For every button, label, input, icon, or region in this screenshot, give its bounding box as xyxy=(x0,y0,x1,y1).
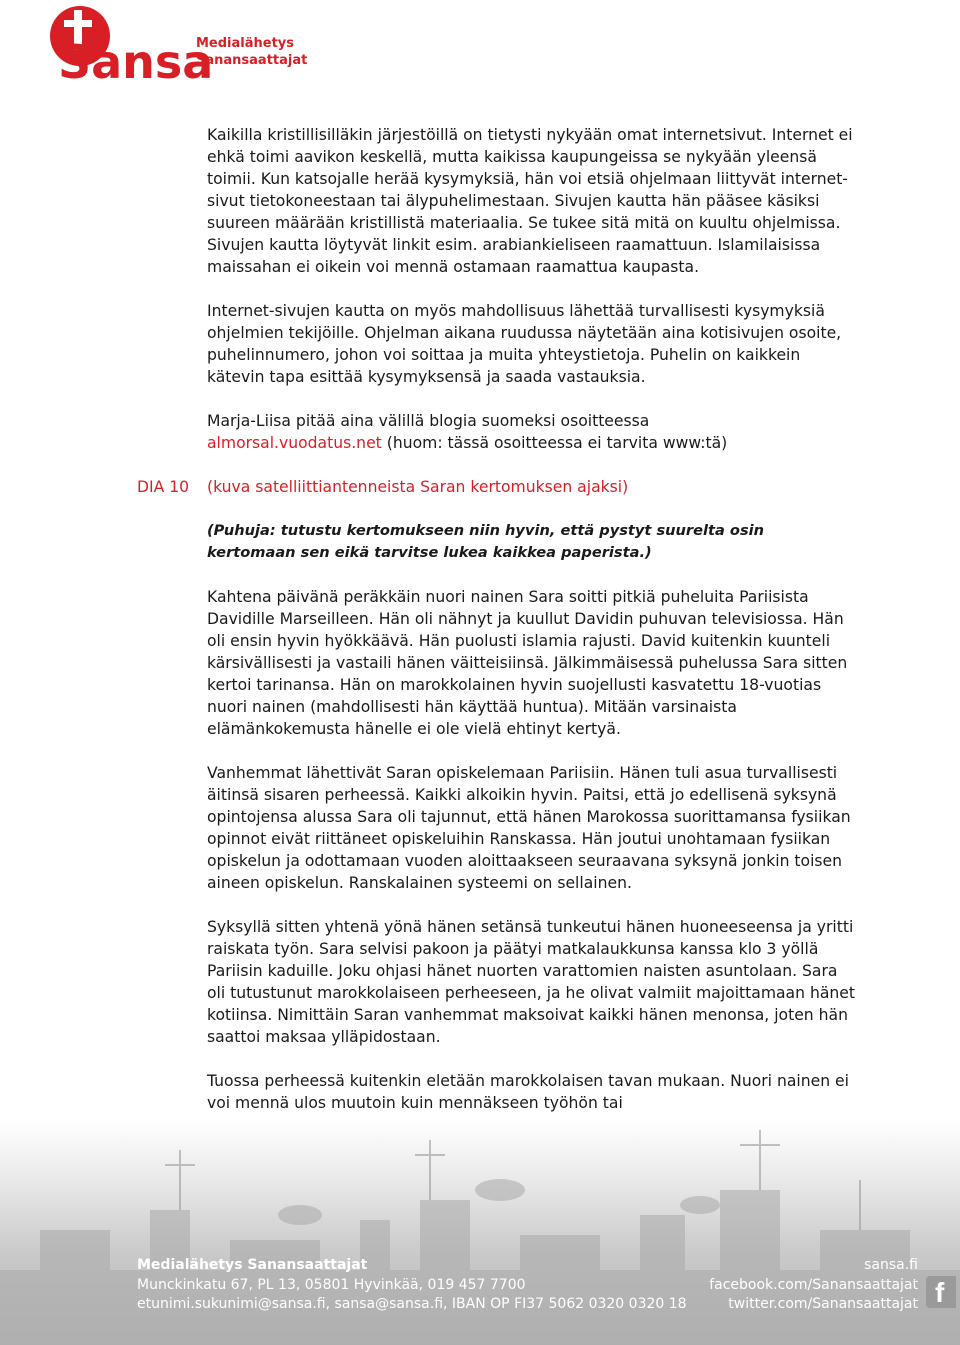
paragraph-internet-pages: Kaikilla kristillisilläkin järjestöillä on tietysti nykyään omat internetsivut. Internet ei ehkä toimi aavikon keskellä, mutta kaikissa kaupungeissa se nykyään yleensä toimii. Kun katsojalle herää kysymyksiä, hän voi etsiä ohjelmaan liittyvät internet-sivut tietokoneestaan tai älypuhelimestaan. Sivujen kautta hän pääsee käsiksi suureen määrään kristillistä materiaalia. Se tukee sitä mitä on kuultu ohjelmissa. Sivujen kautta löytyvät linkit esim. arabiankieliseen raamattuun. Islamilaisissa maissahan ei oikein voi mennä ostamaan raamattua kaupasta. xyxy=(207,126,853,276)
slide-caption: (kuva satelliittiantenneista Saran kertomuksen ajaksi) xyxy=(207,478,629,496)
paragraph-sara-family: Tuossa perheessä kuitenkin eletään marokkolaisen tavan mukaan. Nuori nainen ei voi mennä ulos muutoin kuin mennäkseen työhön tai xyxy=(207,1072,849,1112)
footer-links xyxy=(709,1256,918,1315)
paragraph-sara-calls: Kahtena päivänä peräkkäin nuori nainen Sara soitti pitkiä puheluita Pariisista Davidille Marseilleen. Hän oli nähnyt ja kuullut Davidin puhuvan televisiossa. Hän oli ensin hyvin hyökkäävä. Hän puolusti islamia rajusti. David kuitenkin kuunteli kärsivällisesti ja vastaili hänen väitteisiinsä. Jälkimmäisessä puhelussa Sara sitten kertoi tarinansa. Hän on marokkolainen hyvin suojellusti kasvatettu 18-vuotias nuori nainen (mahdollisesti hän käyttää huntua). Mitään varsinaista elämänkokemusta hänelle ei ole vielä ehtinyt kertyä. xyxy=(207,588,848,738)
sansa-logo-mark xyxy=(46,4,214,89)
blog-link[interactable]: almorsal.vuodatus.net xyxy=(207,434,382,452)
footer-email-iban: etunimi.sukunimi@sansa.fi, sansa@sansa.fi, IBAN OP FI37 5062 0320 0320 18 xyxy=(137,1296,687,1312)
footer-facebook-link[interactable]: facebook.com/Sanansaattajat xyxy=(709,1276,918,1293)
logo-line-2: Sanansaattajat xyxy=(196,53,308,68)
logo-line-1: Medialähetys xyxy=(196,36,295,51)
paragraph-sara-paris: Vanhemmat lähettivät Saran opiskelemaan Pariisiin. Hänen tuli asua turvallisesti äitinsä sisaren perheessä. Kaikki alkoikin hyvin. Paitsi, että jo edellisenä syksynä opintojensa alussa Sara oli tajunnut, että hänen Marokossa suorittamansa fysiikan opinnot eivät riittäneet opiskeluihin Ranskassa. Hän joutui unohtamaan fysiikan opiskelun ja odottamaan vuoden aloittaakseen seuraavana syksynä jonkin toisen aineen opiskelun. Ranskalainen systeemi on sellainen. xyxy=(207,764,851,892)
speaker-note: (Puhuja: tutustu kertomukseen niin hyvin, että pystyt suurelta osin kertomaan sen eikä tarvitse lukea kaikkea paperista.) xyxy=(207,522,765,561)
footer-org-name: Medialähetys Sanansaattajat xyxy=(137,1257,368,1273)
logo-wordmark: Sansa xyxy=(58,35,214,89)
document-body xyxy=(137,124,857,1136)
blog-note: (huom: tässä osoitteessa ei tarvita www:tä) xyxy=(386,434,728,452)
blog-text: Marja-Liisa pitää aina välillä blogia suomeksi osoitteessa xyxy=(207,412,650,430)
facebook-icon[interactable] xyxy=(926,1276,956,1308)
facebook-icon-letter: f xyxy=(935,1277,945,1308)
paragraph-sara-night: Syksyllä sitten yhtenä yönä hänen setänsä tunkeutui hänen huoneeseensa ja yritti raiskata työn. Sara selvisi pakoon ja päätyi matkalaukkunsa kanssa klo 3 yöllä Pariisin kaduille. Joku ohjasi hänet nuorten varattomien naisten asuntolaan. Sara oli tutustunut marokkolaiseen perheeseen, ja he olivat valmiit majoittamaan hänet kotiinsa. Nimittäin Saran vanhemmat maksoivat kaikki hänen menonsa, joten hän saattoi maksaa ylläpidostaan. xyxy=(207,918,855,1046)
paragraph-blog xyxy=(207,410,857,454)
footer-contact xyxy=(137,1256,687,1315)
footer-address: Munckinkatu 67, PL 13, 05801 Hyvinkää, 019 457 7700 xyxy=(137,1276,526,1293)
footer-website-link[interactable]: sansa.fi xyxy=(864,1257,918,1273)
slide-heading xyxy=(137,476,857,498)
paragraph-questions: Internet-sivujen kautta on myös mahdollisuus lähettää turvallisesti kysymyksiä ohjelmien tekijöille. Ohjelman aikana ruudussa näytetään aina kotisivujen osoite, puhelinnumero, johon voi soittaa ja muita yhteystietoja. Puhelin on kaikkein kätevin tapa esittää kysymyksensä ja saada vastauksia. xyxy=(207,302,842,386)
slide-number: DIA 10 xyxy=(137,478,190,496)
footer-twitter-link[interactable]: twitter.com/Sanansaattajat xyxy=(728,1296,918,1312)
